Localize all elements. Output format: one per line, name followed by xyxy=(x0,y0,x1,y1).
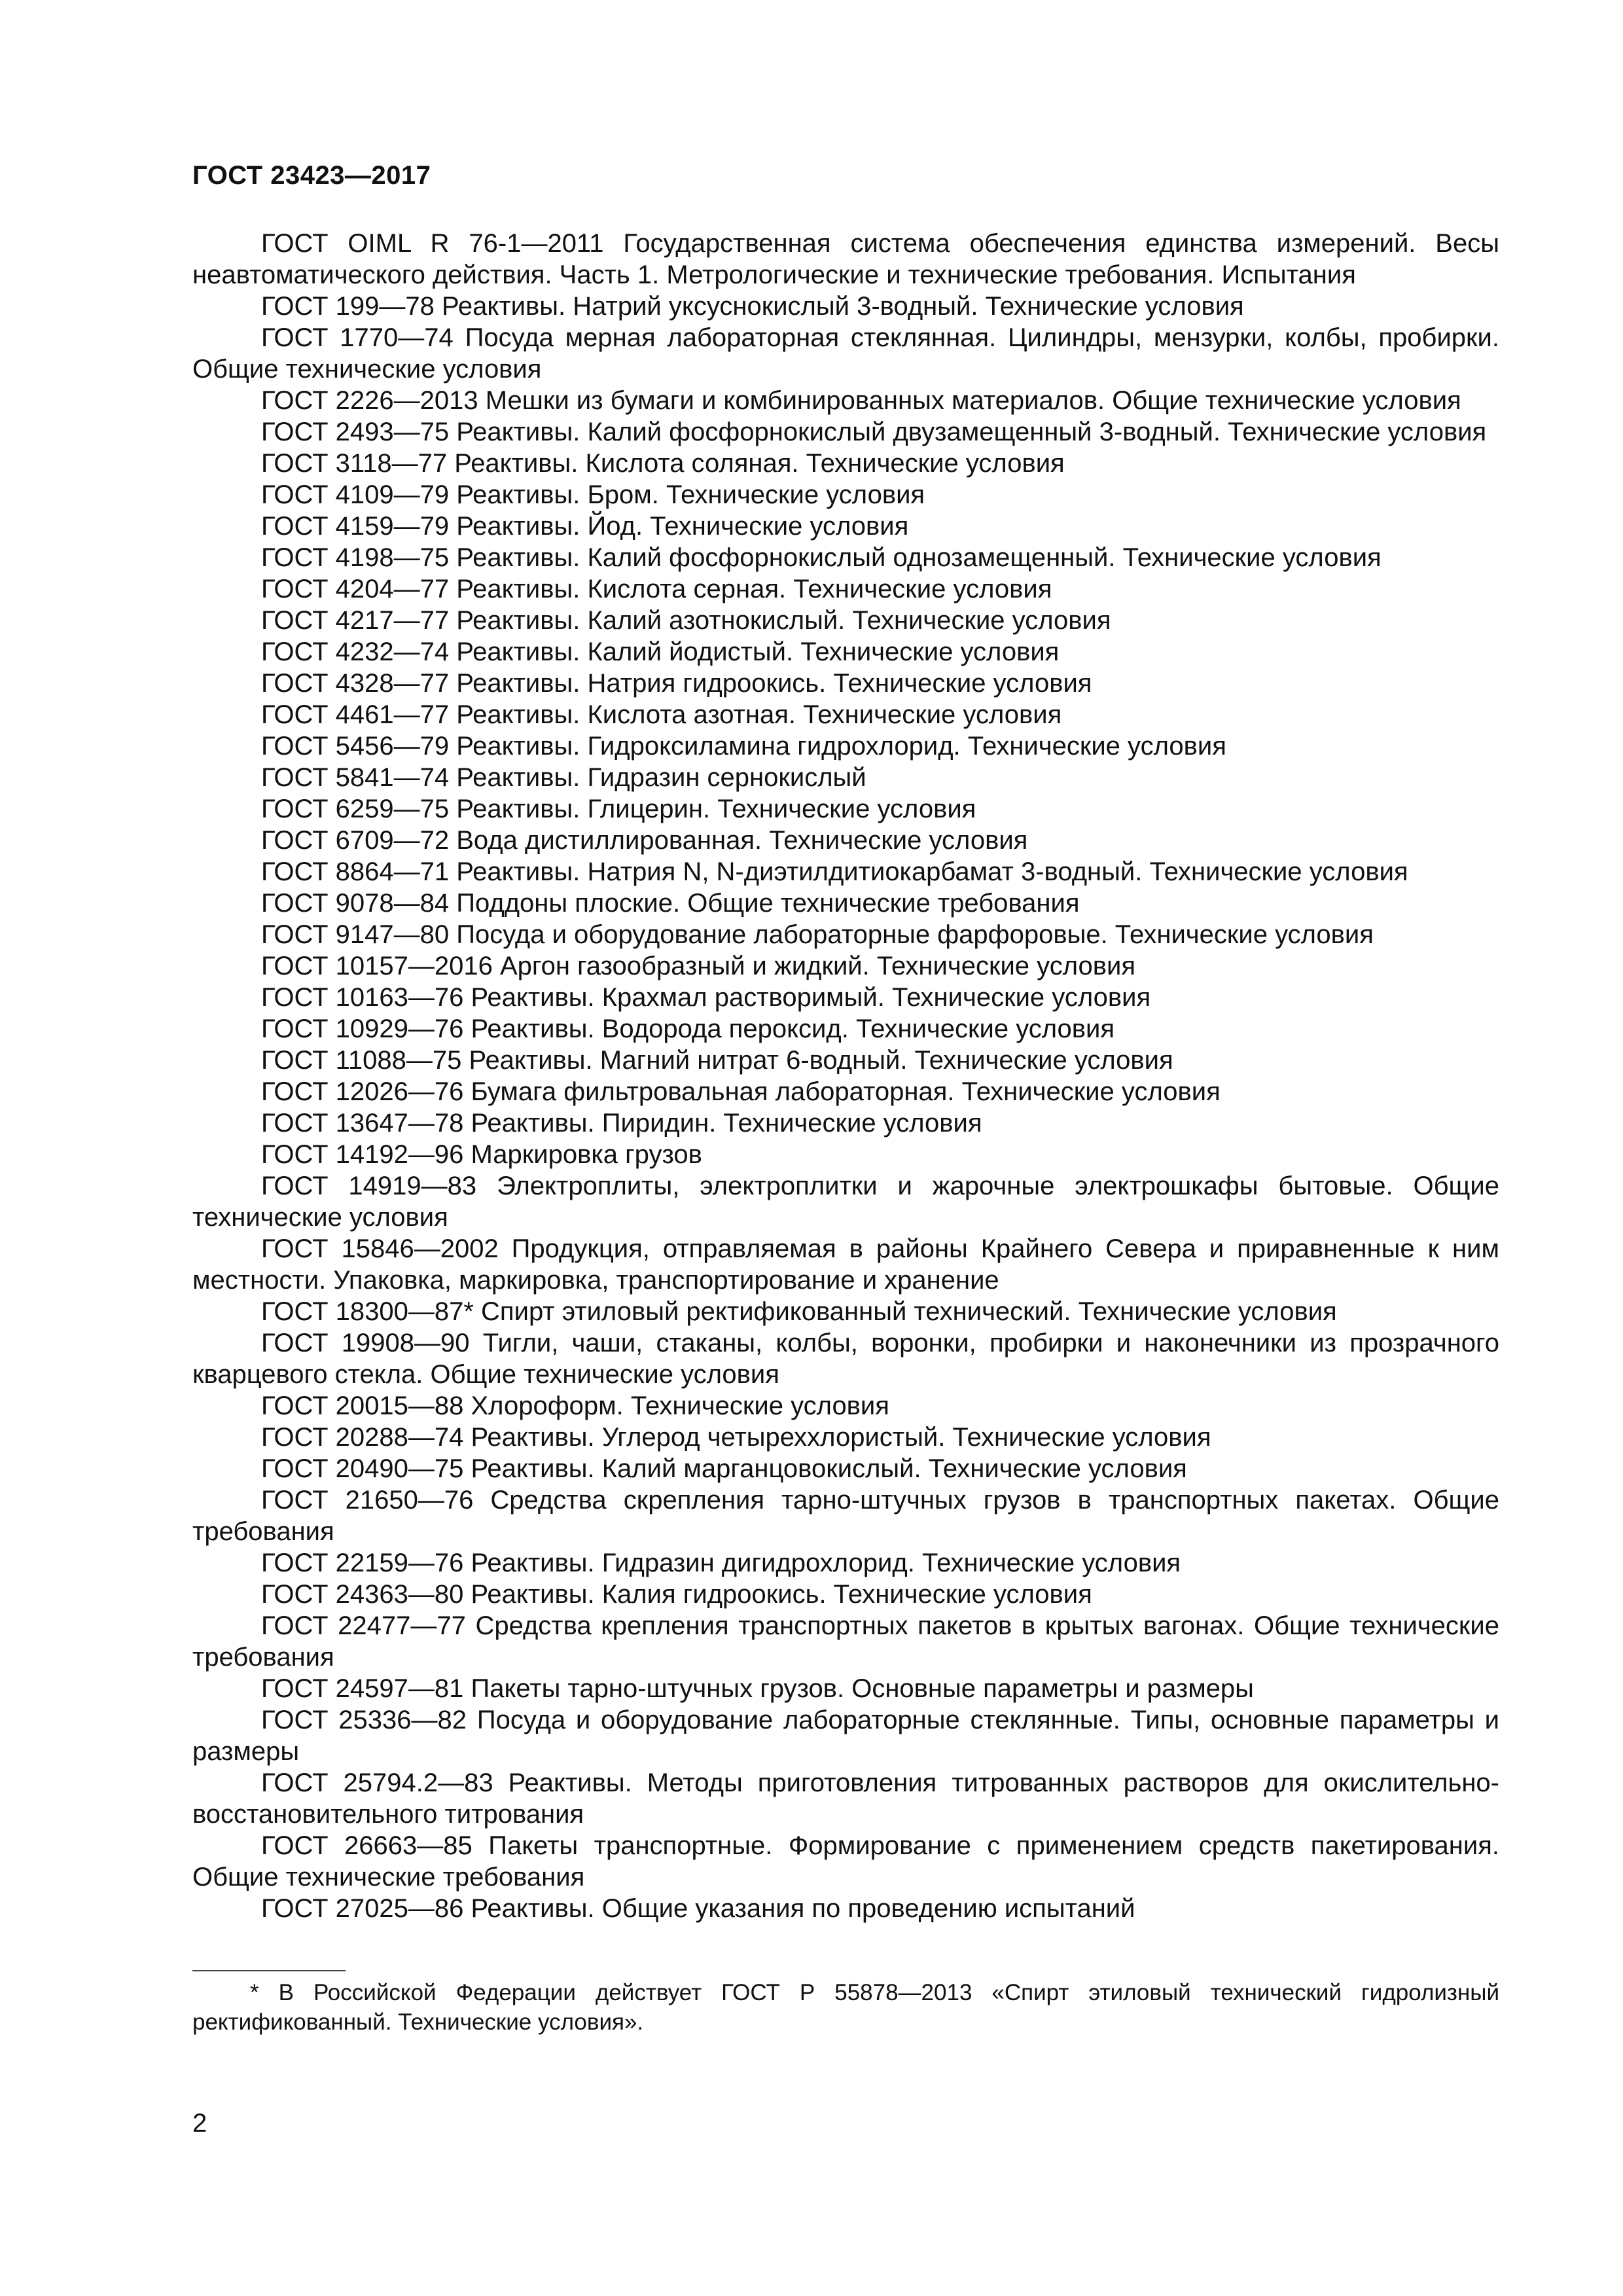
reference-title: Аргон газообразный и жидкий. Технические условия xyxy=(499,952,1135,980)
reference-title: Продукция, отправляемая в районы Крайнего Севера и приравненные к ним местности. Упаковка, маркировка, транспортирование и хранение xyxy=(192,1234,1499,1295)
reference-code: ГОСТ 4232—74 xyxy=(261,637,450,666)
reference-title: Вода дистиллированная. Технические условия xyxy=(456,826,1028,855)
reference-title: Реактивы. Калий фосфорнокислый однозамещенный. Технические условия xyxy=(456,543,1382,572)
reference-code: ГОСТ 4198—75 xyxy=(261,543,450,572)
reference-title: Реактивы. Гидроксиламина гидрохлорид. Технические условия xyxy=(456,732,1226,761)
reference-item xyxy=(192,542,1499,573)
reference-code: ГОСТ 10163—76 xyxy=(261,983,464,1012)
reference-title: Пакеты тарно-штучных грузов. Основные параметры и размеры xyxy=(471,1674,1254,1703)
reference-code: ГОСТ 4204—77 xyxy=(261,575,450,603)
reference-title: Реактивы. Пиридин. Технические условия xyxy=(471,1109,982,1138)
reference-item xyxy=(192,1704,1499,1767)
reference-item xyxy=(192,1296,1499,1327)
reference-code: ГОСТ 4328—77 xyxy=(261,669,450,698)
reference-item xyxy=(192,1767,1499,1830)
reference-item xyxy=(192,1610,1499,1673)
reference-item xyxy=(192,1579,1499,1610)
reference-code: ГОСТ 5456—79 xyxy=(261,732,450,761)
reference-item xyxy=(192,950,1499,982)
reference-code: ГОСТ 13647—78 xyxy=(261,1109,464,1138)
reference-title: Поддоны плоские. Общие технические требования xyxy=(456,889,1080,918)
reference-item xyxy=(192,730,1499,762)
footnote: * В Российской Федерации действует ГОСТ Р 55878—2013 «Спирт этиловый технический гидролизный ректификованный. Технические условия». xyxy=(192,1980,1499,2035)
reference-code: ГОСТ 24363—80 xyxy=(261,1580,464,1609)
reference-title: Реактивы. Натрия N, N-диэтилдитиокарбамат 3-водный. Технические условия xyxy=(456,857,1408,886)
reference-item xyxy=(192,1484,1499,1547)
reference-code: ГОСТ 27025—86 xyxy=(261,1894,464,1923)
reference-title: Хлороформ. Технические условия xyxy=(471,1391,889,1420)
reference-code: ГОСТ 2493—75 xyxy=(261,418,450,446)
reference-code: ГОСТ 4217—77 xyxy=(261,606,450,635)
reference-title: Реактивы. Общие указания по проведению испытаний xyxy=(471,1894,1135,1923)
reference-code: ГОСТ 22477—77 xyxy=(261,1611,466,1640)
reference-code: ГОСТ 5841—74 xyxy=(261,763,450,792)
reference-code: ГОСТ 24597—81 xyxy=(261,1674,464,1703)
reference-title: Средства крепления транспортных пакетов в крытых вагонах. Общие технические требования xyxy=(192,1611,1499,1672)
reference-item xyxy=(192,291,1499,322)
reference-item xyxy=(192,1045,1499,1076)
reference-code: ГОСТ 20015—88 xyxy=(261,1391,464,1420)
reference-code: ГОСТ 1770—74 xyxy=(261,323,454,352)
reference-title: Реактивы. Глицерин. Технические условия xyxy=(456,795,976,823)
reference-code: ГОСТ 9078—84 xyxy=(261,889,450,918)
reference-code: ГОСТ 14192—96 xyxy=(261,1140,464,1169)
reference-title: Посуда и оборудование лабораторные стеклянные. Типы, основные параметры и размеры xyxy=(192,1706,1499,1766)
reference-item xyxy=(192,1076,1499,1107)
reference-item xyxy=(192,448,1499,479)
reference-item xyxy=(192,1830,1499,1893)
reference-title: Маркировка грузов xyxy=(471,1140,702,1169)
footnote-divider xyxy=(192,1970,346,1971)
reference-title: Средства скрепления тарно-штучных грузов в транспортных пакетах. Общие требования xyxy=(192,1486,1499,1546)
reference-item xyxy=(192,605,1499,636)
reference-title: Реактивы. Калий азотнокислый. Технические условия xyxy=(456,606,1111,635)
page-number: 2 xyxy=(192,2109,207,2138)
reference-code: ГОСТ 21650—76 xyxy=(261,1486,474,1515)
reference-code: ГОСТ OIML R 76-1—2011 xyxy=(261,229,604,258)
reference-item xyxy=(192,856,1499,888)
reference-item xyxy=(192,228,1499,291)
reference-code: ГОСТ 3118—77 xyxy=(261,449,448,478)
reference-title: Реактивы. Калий фосфорнокислый двузамещенный 3-водный. Технические условия xyxy=(456,418,1487,446)
reference-title: Реактивы. Углерод четыреххлористый. Технические условия xyxy=(471,1423,1211,1452)
reference-code: ГОСТ 12026—76 xyxy=(261,1077,464,1106)
reference-title: Посуда и оборудование лабораторные фарфоровые. Технические условия xyxy=(456,920,1374,949)
reference-item xyxy=(192,825,1499,856)
reference-title: Тигли, чаши, стаканы, колбы, воронки, пробирки и наконечники из прозрачного кварцевого стекла. Общие технические условия xyxy=(192,1329,1499,1389)
reference-item xyxy=(192,793,1499,825)
reference-item xyxy=(192,479,1499,511)
reference-code: ГОСТ 2226—2013 xyxy=(261,386,478,415)
reference-item xyxy=(192,511,1499,542)
reference-item xyxy=(192,385,1499,416)
reference-code: ГОСТ 20288—74 xyxy=(261,1423,464,1452)
reference-item xyxy=(192,699,1499,730)
reference-item xyxy=(192,888,1499,919)
reference-code: ГОСТ 11088—75 xyxy=(261,1046,462,1075)
reference-title: Мешки из бумаги и комбинированных материалов. Общие технические условия xyxy=(485,386,1461,415)
reference-code: ГОСТ 26663—85 xyxy=(261,1831,473,1860)
reference-item xyxy=(192,762,1499,793)
reference-code: ГОСТ 19908—90 xyxy=(261,1329,470,1357)
reference-title: Реактивы. Кислота азотная. Технические условия xyxy=(456,700,1062,729)
reference-title: Бумага фильтровальная лабораторная. Технические условия xyxy=(471,1077,1221,1106)
reference-title: Пакеты транспортные. Формирование с применением средств пакетирования. Общие технические требования xyxy=(192,1831,1499,1892)
reference-item xyxy=(192,982,1499,1013)
reference-item xyxy=(192,1390,1499,1422)
reference-item xyxy=(192,322,1499,385)
reference-code: ГОСТ 4159—79 xyxy=(261,512,450,541)
reference-code: ГОСТ 10157—2016 xyxy=(261,952,493,980)
reference-title: Электроплиты, электроплитки и жарочные электрошкафы бытовые. Общие технические условия xyxy=(192,1172,1499,1232)
reference-title: Реактивы. Йод. Технические условия xyxy=(456,512,909,541)
reference-item xyxy=(192,416,1499,448)
reference-title: Реактивы. Натрия гидроокись. Технические условия xyxy=(456,669,1092,698)
reference-item xyxy=(192,1453,1499,1484)
reference-title: Реактивы. Крахмал растворимый. Технические условия xyxy=(471,983,1151,1012)
reference-title: Государственная система обеспечения единства измерений. Весы неавтоматического действия. Часть 1. Метрологические и технические требования. Испытания xyxy=(192,229,1499,289)
reference-item xyxy=(192,1893,1499,1924)
reference-item xyxy=(192,1013,1499,1045)
reference-title: Реактивы. Бром. Технические условия xyxy=(456,480,925,509)
reference-item xyxy=(192,1107,1499,1139)
reference-title: Спирт этиловый ректификованный технический. Технические условия xyxy=(481,1297,1337,1326)
reference-code: ГОСТ 15846—2002 xyxy=(261,1234,499,1263)
reference-title: Реактивы. Кислота серная. Технические условия xyxy=(456,575,1052,603)
reference-item xyxy=(192,1422,1499,1453)
reference-code: ГОСТ 22159—76 xyxy=(261,1549,464,1577)
reference-item xyxy=(192,1327,1499,1390)
reference-code: ГОСТ 6259—75 xyxy=(261,795,450,823)
reference-title: Реактивы. Калия гидроокись. Технические условия xyxy=(471,1580,1092,1609)
reference-item xyxy=(192,1170,1499,1233)
reference-code: ГОСТ 6709—72 xyxy=(261,826,450,855)
reference-item xyxy=(192,636,1499,668)
reference-item xyxy=(192,1673,1499,1704)
reference-code: ГОСТ 4461—77 xyxy=(261,700,450,729)
reference-code: ГОСТ 8864—71 xyxy=(261,857,450,886)
reference-item xyxy=(192,919,1499,950)
reference-title: Реактивы. Гидразин дигидрохлорид. Технические условия xyxy=(471,1549,1181,1577)
reference-item xyxy=(192,1139,1499,1170)
reference-item xyxy=(192,573,1499,605)
reference-item xyxy=(192,1233,1499,1296)
reference-title: Реактивы. Методы приготовления титрованных растворов для окислительно-восстановительного титрования xyxy=(192,1768,1499,1829)
reference-title: Реактивы. Кислота соляная. Технические условия xyxy=(454,449,1065,478)
reference-title: Реактивы. Гидразин сернокислый xyxy=(456,763,866,792)
reference-code: ГОСТ 9147—80 xyxy=(261,920,450,949)
document-header: ГОСТ 23423—2017 xyxy=(192,161,431,190)
reference-code: ГОСТ 25336—82 xyxy=(261,1706,467,1734)
reference-title: Реактивы. Калий марганцовокислый. Технические условия xyxy=(471,1454,1187,1483)
reference-title: Реактивы. Магний нитрат 6-водный. Технические условия xyxy=(469,1046,1173,1075)
reference-code: ГОСТ 199—78 xyxy=(261,292,435,321)
reference-title: Посуда мерная лабораторная стеклянная. Цилиндры, мензурки, колбы, пробирки. Общие технические условия xyxy=(192,323,1500,384)
reference-code: ГОСТ 20490—75 xyxy=(261,1454,464,1483)
reference-item xyxy=(192,668,1499,699)
reference-code: ГОСТ 10929—76 xyxy=(261,1014,464,1043)
reference-code: ГОСТ 4109—79 xyxy=(261,480,450,509)
normative-references-list xyxy=(192,228,1499,1924)
reference-code: ГОСТ 18300—87* xyxy=(261,1297,474,1326)
reference-title: Реактивы. Калий йодистый. Технические условия xyxy=(456,637,1060,666)
reference-title: Реактивы. Водорода пероксид. Технические условия xyxy=(471,1014,1115,1043)
reference-item xyxy=(192,1547,1499,1579)
reference-title: Реактивы. Натрий уксуснокислый 3-водный. Технические условия xyxy=(442,292,1244,321)
reference-code: ГОСТ 14919—83 xyxy=(261,1172,477,1200)
reference-code: ГОСТ 25794.2—83 xyxy=(261,1768,493,1797)
